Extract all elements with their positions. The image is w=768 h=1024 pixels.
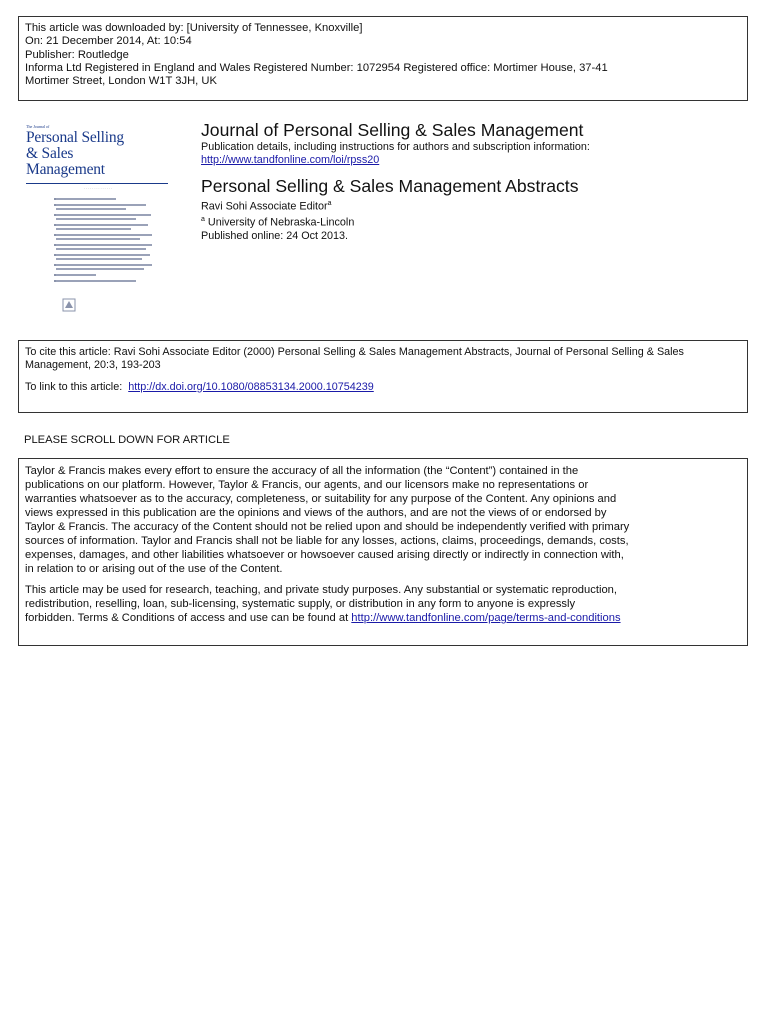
- disclaimer-line: views expressed in this publication are the opinions and views of the authors, and are not the views of or endorsed by: [25, 507, 607, 519]
- download-line: Informa Ltd Registered in England and Wales Registered Number: 1072954 Registered office: Mortimer House, 37-41: [25, 61, 608, 74]
- cover-toc-line: [56, 280, 136, 282]
- disclaimer-line: warranties whatsoever as to the accuracy, completeness, or suitability for any purpose of the Content. Any opinions and: [25, 493, 617, 505]
- usage-line: redistribution, reselling, loan, sub-licensing, systematic supply, or distribution in any form to anyone is expressly: [25, 598, 576, 610]
- cover-rule: [26, 183, 168, 184]
- journal-cover-thumbnail: [26, 124, 170, 314]
- citation-line: Management, 20:3, 193-203: [25, 359, 161, 372]
- cover-brand-line: Management: [26, 161, 105, 178]
- cover-small-text: The Journal of: [26, 124, 50, 129]
- download-line: On: 21 December 2014, At: 10:54: [25, 35, 192, 48]
- cover-toc-line: [56, 224, 148, 226]
- usage-text: forbidden. Terms & Conditions of access and use can be found at: [25, 612, 352, 624]
- affiliation-line: [201, 213, 741, 230]
- published-date: Published online: 24 Oct 2013.: [201, 230, 349, 243]
- cover-toc-line: [56, 208, 126, 210]
- author-superscript: a: [327, 199, 332, 207]
- publisher-logo-icon: [62, 298, 76, 312]
- disclaimer-line: in relation to or arising out of the use of the Content.: [25, 563, 283, 575]
- citation-link-row: [25, 381, 741, 394]
- cover-issue-line: · · · · · · · · · · · · · ·: [84, 187, 112, 191]
- article-title: Personal Selling & Sales Management Abstracts: [201, 175, 579, 196]
- terms-conditions-link[interactable]: http://www.tandfonline.com/page/terms-and-conditions: [351, 612, 621, 624]
- usage-line-terms: [25, 611, 741, 625]
- cover-toc-line: [56, 264, 152, 266]
- cover-toc-line: [56, 238, 140, 240]
- article-header: [201, 120, 741, 244]
- cover-toc-line: [56, 228, 131, 230]
- cover-toc-line: [56, 248, 146, 250]
- cover-toc-line: [56, 244, 152, 246]
- cover-toc-line: [56, 204, 146, 206]
- disclaimer-line: sources of information. Taylor and Francis shall not be liable for any losses, actions, claims, proceedings, demands, costs,: [25, 535, 629, 547]
- disclaimer-line: Taylor & Francis. The accuracy of the Content should not be relied upon and should be independently verified with primary: [25, 521, 630, 533]
- cover-toc-line: [56, 198, 116, 200]
- scroll-down-notice: PLEASE SCROLL DOWN FOR ARTICLE: [24, 434, 230, 446]
- disclaimer-line: publications on our platform. However, Taylor & Francis, our agents, and our licensors make no representations or: [25, 479, 589, 491]
- cover-toc-line: [56, 234, 152, 236]
- journal-title: Journal of Personal Selling & Sales Management: [201, 120, 584, 140]
- journal-url-link[interactable]: http://www.tandfonline.com/loi/rpss20: [201, 154, 380, 167]
- author-name: Ravi Sohi Associate Editor: [201, 200, 328, 213]
- author-line: [201, 197, 741, 214]
- publication-details: Publication details, including instructions for authors and subscription information:: [201, 141, 590, 153]
- cover-toc-line: [56, 214, 151, 216]
- cover-brand-line: & Sales: [26, 145, 74, 162]
- citation-box: [18, 340, 748, 413]
- affiliation: University of Nebraska-Lincoln: [204, 217, 355, 230]
- cover-toc-line: [56, 218, 136, 220]
- cover-toc-line: [56, 268, 144, 270]
- cover-toc-line: [56, 258, 142, 260]
- affiliation-superscript: a: [201, 216, 205, 224]
- cover-toc-line: [56, 254, 150, 256]
- cover-brand-line: Personal Selling: [26, 129, 124, 146]
- usage-line: This article may be used for research, teaching, and private study purposes. Any substantial or systematic reproduction,: [25, 584, 617, 596]
- disclaimer-line: Taylor & Francis makes every effort to ensure the accuracy of all the information (the “Content”) contained in the: [25, 465, 579, 477]
- doi-link[interactable]: http://dx.doi.org/10.1080/08853134.2000.10754239: [128, 380, 374, 393]
- download-line: Publisher: Routledge: [25, 48, 129, 61]
- citation-link-label: To link to this article:: [25, 380, 126, 393]
- citation-line: To cite this article: Ravi Sohi Associate Editor (2000) Personal Selling & Sales Management Abstracts, Journal of Personal Selling & Sales: [25, 346, 684, 358]
- cover-toc-line: [56, 274, 96, 276]
- disclaimer-line: expenses, damages, and other liabilities whatsoever or howsoever caused arising directly or indirectly in connection with,: [25, 549, 624, 561]
- download-line: Mortimer Street, London W1T 3JH, UK: [25, 75, 217, 88]
- download-info-box: [18, 16, 748, 101]
- disclaimer-box: [18, 458, 748, 646]
- download-line: This article was downloaded by: [University of Tennessee, Knoxville]: [25, 22, 363, 34]
